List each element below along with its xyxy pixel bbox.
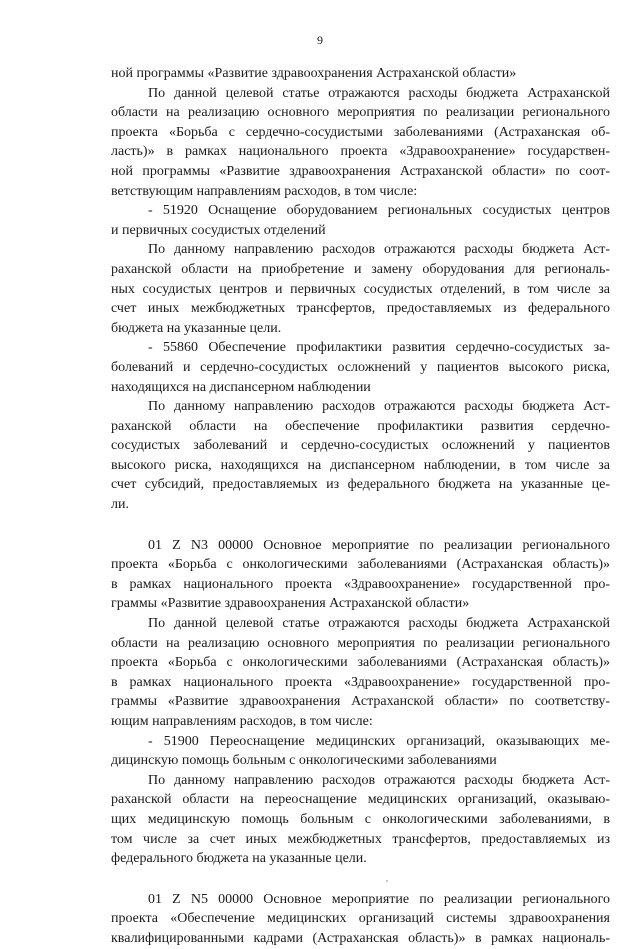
paragraph-item-51900 <box>111 732 610 771</box>
text-line: в рамках национального проекта «Здравоохранение» государственной про- <box>111 576 610 592</box>
text-line: области на реализацию основного мероприятия по реализации регионального <box>111 105 610 121</box>
text-line: области на реализацию основного мероприятия по реализации регионального <box>111 635 610 651</box>
paragraph-n5-heading <box>111 890 610 949</box>
text-line: По данной целевой статье отражаются расходы бюджета Астраханской <box>148 85 610 101</box>
text-line: ной программы «Развитие здравоохранения Астраханской области» по соот- <box>111 163 610 179</box>
text-line: бюджета на указанные цели. <box>111 320 282 336</box>
text-line: раханской области на обеспечение профилактики развития сердечно- <box>111 418 610 434</box>
text-line: проекта «Обеспечение медицинских организаций системы здравоохранения <box>111 911 610 927</box>
scan-speck <box>386 880 388 882</box>
text-line: 01 Z N3 00000 Основное мероприятие по реализации регионального <box>148 537 610 553</box>
text-line: По данному направлению расходов отражаются расходы бюджета Аст- <box>148 399 610 415</box>
text-line: раханской области на переоснащение медицинских организаций, оказываю- <box>111 792 610 808</box>
text-line: - 51900 Переоснащение медицинских организаций, оказывающих ме- <box>148 733 610 749</box>
paragraph-item-51920 <box>111 201 610 240</box>
paragraph-cardio-target <box>111 84 610 202</box>
paragraph-item-55860-desc <box>111 397 610 515</box>
text-line: дицинскую помощь больным с онкологическими заболеваниями <box>111 753 497 769</box>
text-line: ласть)» в рамках национального проекта «Здравоохранение» государствен- <box>111 144 610 160</box>
text-line: 01 Z N5 00000 Основное мероприятие по реализации регионального <box>148 891 610 907</box>
text-line: ющим направлениям расходов, в том числе: <box>111 714 373 729</box>
text-line: находящихся на диспансерном наблюдении <box>111 379 371 395</box>
text-line: болеваний и сердечно-сосудистых осложнений у пациентов высокого риска, <box>111 359 610 375</box>
text-line: раханской области на приобретение и замену оборудования для региональ- <box>111 261 610 277</box>
text-line: граммы «Развитие здравоохранения Астраханской области» по соответству- <box>111 694 610 710</box>
paragraph-spacer <box>111 869 610 890</box>
paragraph-spacer <box>111 515 610 536</box>
text-line: граммы «Развитие здравоохранения Астраханской области» <box>111 596 470 612</box>
document-body <box>111 64 610 949</box>
text-line: проекта «Борьба с сердечно-сосудистыми заболеваниями (Астраханская об- <box>111 124 610 140</box>
text-line: сосудистых заболеваний и сердечно-сосудистых осложнений у пациентов <box>111 438 610 454</box>
page-number: 9 <box>317 33 323 47</box>
text-line: счет иных межбюджетных трансфертов, предоставляемых из федерального <box>111 301 610 317</box>
text-line: По данной целевой статье отражаются расходы бюджета Астраханской <box>148 616 610 632</box>
text-line: федерального бюджета на указанные цели. <box>111 851 367 867</box>
text-line: ных сосудистых центров и первичных сосудистых отделений, в том числе за <box>111 281 610 297</box>
paragraph-n3-heading <box>111 536 610 614</box>
paragraph-program-end <box>111 64 610 84</box>
text-line: проекта «Борьба с онкологическими заболеваниями (Астраханская область)» <box>111 557 610 573</box>
paragraph-item-51920-desc <box>111 240 610 338</box>
text-line: проекта «Борьба с онкологическими заболеваниями (Астраханская область)» <box>111 655 610 671</box>
text-line: щих медицинскую помощь больным с онкологическими заболеваниями, в <box>111 811 610 827</box>
text-line: - 51920 Оснащение оборудованием региональных сосудистых центров <box>148 203 610 219</box>
text-line: и первичных сосудистых отделений <box>111 222 326 238</box>
text-line: в рамках национального проекта «Здравоохранение» государственной про- <box>111 674 610 690</box>
text-line: счет субсидий, предоставляемых из федерального бюджета на указанные це- <box>111 477 610 493</box>
text-line: ветствующим направлениям расходов, в том числе: <box>111 183 418 199</box>
text-line: - 55860 Обеспечение профилактики развития сердечно-сосудистых за- <box>148 340 610 356</box>
paragraph-item-51900-desc <box>111 771 610 869</box>
text-line: высокого риска, находящихся на диспансерном наблюдении, в том числе за <box>111 457 610 473</box>
paragraph-item-55860 <box>111 338 610 397</box>
text-line: По данному направлению расходов отражаются расходы бюджета Аст- <box>148 242 610 258</box>
text-line: По данному направлению расходов отражаются расходы бюджета Аст- <box>148 772 610 788</box>
text-line: квалифицированными кадрами (Астраханская область)» в рамках националь- <box>111 930 610 946</box>
text-line: том числе за счет иных межбюджетных трансфертов, предоставляемых из <box>111 831 610 847</box>
text-line: ли. <box>111 497 129 513</box>
paragraph-n3-target <box>111 614 610 732</box>
text-line: ной программы «Развитие здравоохранения Астраханской области» <box>111 66 517 81</box>
